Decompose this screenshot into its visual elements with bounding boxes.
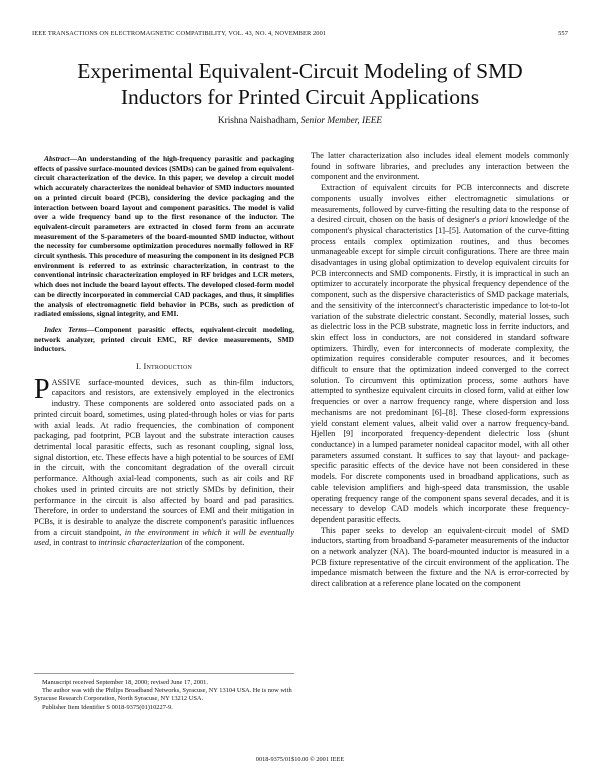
title-line-2: Inductors for Printed Circuit Applications bbox=[120, 85, 480, 109]
right-p2-text-a: Extraction of equivalent circuits for PCB interconnects and discrete components usually involves either electromagnetic simulations or measurements, followed by curve-fitting the resulting data to the response of a desired circuit, chosen on the basis of designer's bbox=[311, 183, 569, 225]
right-p2-italic: a priori bbox=[482, 215, 509, 225]
right-paragraph-1: The latter characterization also includes ideal element models commonly found in software libraries, and precludes any interaction between the component and the environment. bbox=[311, 151, 569, 182]
author-affiliation: Senior Member, IEEE bbox=[300, 116, 383, 126]
index-terms-dash: — bbox=[86, 324, 95, 334]
intro-text-2: in contrast to bbox=[51, 538, 99, 548]
right-p2-text-b: knowledge of the component's physical characteristics [1]–[5]. Automation of the curve-fitting process entails complex optimization routines, and thus becomes unmanageable except for simple circuit configurations. There are three main disadvantages in using global optimization to develop equivalent circuits for PCB interconnects and SMD components. Firstly, it is impractical in such an optimizer to accurately incorporate the physical frequency dependence of the component, such as the dispersive characteristics of SMD package materials, and the sensitivity of the interconnect's characteristic impedance to lot-to-lot variation of the substrate dielectric constant. Secondly, material losses, such as dielectric loss in the PCB substrate, magnetic loss in ferrite inductors, and skin effect loss in conductors, are not considered in standard software optimizers. Thirdly, even for interconnects of moderate complexity, the optimization requires considerable computer resources, and it becomes difficult to ensure that the optimization indeed converged to the correct solution. To circumvent this optimization process, some authors have attempted to synthesize equivalent circuits in closed form, valid at either low frequencies or over a narrow frequency range, where dispersion and loss mechanisms are not predominant [6]–[8]. These closed-form expressions yield constant element values, albeit valid over a narrow frequency-band. Hjellen [9] incorporated frequency-dependent dielectric loss (shunt conductance) in a lumped parameter nonideal capacitor model, with all other parameters assumed constant. It suffices to say that layout- and package-specific parasitic effects of the device have not been considered in these models. For discrete components used in broadband applications, such as cable television amplifiers and high-speed data transmission, the usable operating frequency range of the component spans several decades, and it is necessary to develop CAD models which incorporate these frequency-dependent parasitic effects. bbox=[311, 215, 569, 524]
journal-citation: IEEE TRANSACTIONS ON ELECTROMAGNETIC COMPATIBILITY, VOL. 43, NO. 4, NOVEMBER 2001 bbox=[32, 30, 327, 37]
index-terms-text: Component parasitic effects, equivalent-circuit modeling, network analyzer, printed circuit EMC, RF device measurements, SMD inductors. bbox=[34, 324, 294, 354]
index-terms-label: Index Terms bbox=[44, 324, 87, 334]
intro-paragraph bbox=[34, 373, 294, 549]
author-line bbox=[30, 116, 570, 126]
right-p3-text-a: This paper seeks to develop an equivalent-circuit model of SMD inductors, starting from broadband bbox=[311, 525, 569, 546]
section-number: I. bbox=[135, 362, 142, 372]
intro-italic-1: in the environment in which it will be eventually used, bbox=[34, 527, 294, 548]
intro-italic-2: intrinsic characterization bbox=[98, 538, 183, 548]
running-head bbox=[32, 30, 568, 40]
drop-cap: P bbox=[34, 373, 50, 405]
abstract-dash: — bbox=[69, 154, 78, 163]
page-number: 557 bbox=[558, 30, 568, 37]
section-heading bbox=[34, 362, 294, 373]
copyright-footer: 0018-9375/01$10.00 © 2001 IEEE bbox=[255, 756, 345, 763]
intro-first-word: ASSIVE bbox=[51, 377, 81, 387]
abstract-text: An understanding of the high-frequency parasitic and packaging effects of passive surface-mounted devices (SMDs) can be gained from equivalent-circuit characterization of the device. In this paper, we develop a circuit model which accurately characterizes the nonideal behavior of SMD inductors mounted on a printed circuit board (PCB), considering the device packaging and the interaction between board layout and component parasitics. The model is valid over a wide frequency band up to the first resonance of the inductor. The equivalent-circuit parameters are extracted in closed form from an accurate measurement of the S-parameters of the board-mounted SMD inductor, without the necessity for cumbersome optimization procedures normally followed in RF circuit synthesis. This procedure of measuring the component in its designed PCB environment is referred to as extrinsic characterization, in contrast to the conventional intrinsic characterization employed in RF bridges and LCR meters, which does not include the board layout effects. The developed closed-form model can be directly incorporated in commercial CAD packages, and thus, it simplifies the analysis of electromagnetic field behavior in PCBs, such as prediction of radiated emissions, signal integrity, and EMI. bbox=[34, 154, 294, 319]
intro-text-1: surface-mounted devices, such as thin-film inductors, capacitors and resistors, are extensively employed in the electronics industry. These components are soldered onto associated pads on a printed circuit board, sometimes, using plated-through holes or vias for parts with axial leads. At radio frequencies, the combination of component packaging, pad footprint, PCB layout and the substrate interaction causes detrimental local parasitic effects, such as resonant coupling, signal loss, signal distortion, etc. These effects have a high potential to be sources of EMI in the circuit, with the concomitant degradation of the overall circuit performance. Although axial-lead components, such as air coils and RF chokes used in printed circuits are not strictly SMDs by definition, their performance in the circuit is also affected by board and pad parasitics. Therefore, in order to understand the sources of EMI and their mitigation in PCBs, it is desirable to analyze the discrete component's parasitic influences from a circuit standpoint, bbox=[34, 377, 294, 537]
right-paragraph-2 bbox=[311, 183, 569, 526]
index-terms bbox=[34, 325, 294, 354]
right-p3-italic: S bbox=[428, 536, 433, 546]
paper-title bbox=[30, 58, 570, 110]
section-title: Introduction bbox=[143, 362, 193, 372]
left-column bbox=[34, 154, 294, 549]
footnote-received: Manuscript received September 18, 2000; revised June 17, 2001. bbox=[42, 679, 208, 686]
footnote bbox=[34, 679, 294, 712]
footnote-affiliation: The author was with the Philips Broadband Networks, Syracuse, NY 13104 USA. He is now with Syracuse Research Corporation, North Syracuse, NY 13212 USA. bbox=[34, 687, 292, 703]
right-column bbox=[311, 151, 569, 590]
author-name: Krishna Naishadham, bbox=[217, 116, 299, 126]
footnote-identifier: Publisher Item Identifier S 0018-9375(01)10227-9. bbox=[42, 703, 173, 711]
title-line-1: Experimental Equivalent-Circuit Modeling of SMD bbox=[77, 59, 523, 83]
abstract bbox=[34, 154, 294, 319]
abstract-label: Abstract bbox=[44, 154, 70, 163]
right-p3-text-b: -parameter measurements of the inductor on a network analyzer (NA). The board-mounted inductor is measured in a PCB fixture representative of the circuit environment of the application. The impedance mismatch between the fixture and the NA is error-corrected by direct calibration at a reference plane located on the component bbox=[311, 536, 570, 589]
right-paragraph-3 bbox=[311, 526, 569, 590]
intro-text-3: of the component. bbox=[182, 538, 245, 548]
footnote-rule bbox=[34, 673, 294, 674]
